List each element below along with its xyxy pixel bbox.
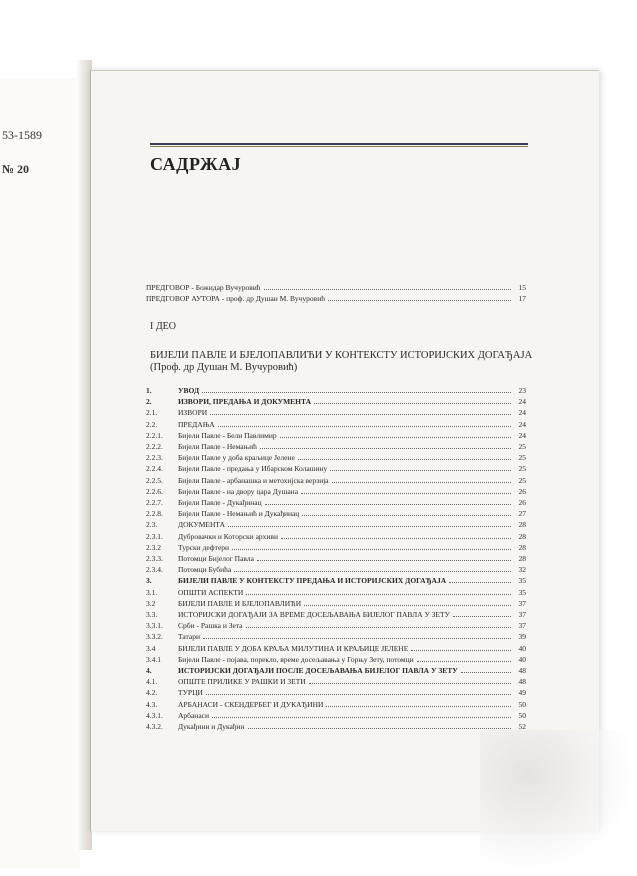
toc-number: 2.2.1. (146, 430, 163, 440)
toc-title: Дукађини и Дукађин (178, 722, 245, 731)
toc-page-number: 28 (518, 554, 526, 563)
toc-leader (218, 426, 511, 427)
toc-leader (203, 638, 511, 639)
toc-leader (202, 392, 511, 393)
toc-title: Потомци Бијелог Павла (178, 554, 254, 563)
toc-leader (234, 571, 511, 572)
toc-leader (453, 616, 511, 617)
toc-page-number: 32 (518, 565, 526, 575)
toc-page-number: 24 (518, 397, 526, 407)
toc-leader (449, 582, 511, 583)
toc-leader (260, 448, 511, 449)
toc-title: ИСТОРИЈСКИ ДОГАЂАЈИ ПОСЛЕ ДОСЕЉАВАЊА БИЈЕЛОГ ПАВЛА У ЗЕТУ (178, 666, 458, 675)
left-page (0, 78, 80, 868)
toc-number: 3.3.2. (146, 632, 163, 642)
toc-leader (248, 728, 511, 729)
toc-leader (417, 661, 511, 662)
preface-row (146, 282, 526, 292)
toc-page-number: 25 (518, 464, 526, 474)
toc-page-number: 37 (518, 610, 526, 619)
toc-title: Дубровачки и Которски архиви (178, 531, 278, 541)
toc-leader (298, 459, 511, 460)
left-page-number: № 20 (2, 162, 30, 176)
preface-row (146, 293, 526, 303)
toc-title: Бијели Павле - предања у Ибарском Колашину (178, 464, 328, 474)
toc-row (146, 609, 526, 619)
toc-leader (411, 650, 511, 651)
toc-row (146, 687, 526, 697)
toc-page-number: 40 (518, 643, 526, 653)
toc-row (146, 531, 526, 541)
toc-number: 2.3.3. (146, 554, 163, 563)
left-page-years: 53-1589 (2, 128, 42, 142)
toc-title: БИЈЕЛИ ПАВЛЕ И БЈЕЛОПАВЛИЋИ (178, 598, 302, 608)
toc-leader (257, 560, 511, 561)
toc-title: ИСТОРИЈСКИ ДОГАЂАЈИ ЗА ВРЕМЕ ДОСЕЉАВАЊА БИЈЕЛОГ ПАВЛА У ЗЕТУ (178, 610, 450, 619)
part-heading: БИЈЕЛИ ПАВЛЕ И БЈЕЛОПАВЛИЋИ У КОНТЕКСТУ ИСТОРИЈСКИХ ДОГАЂАЈА (150, 350, 533, 361)
toc-leader (210, 414, 511, 415)
toc-number: 3.4.1 (146, 654, 161, 664)
toc-title: ОПШТИ АСПЕКТИ (178, 587, 244, 597)
toc-number: 3.1. (146, 587, 158, 597)
toc-leader (326, 706, 511, 707)
toc-row (146, 419, 526, 429)
toc-title: УВОД (178, 386, 200, 395)
toc-number: 3.3.1. (146, 621, 163, 631)
toc-leader (328, 300, 511, 301)
toc-row (146, 553, 526, 563)
toc-title: ИЗВОРИ (178, 408, 208, 418)
toc-title: Срби - Рашка и Зета (178, 621, 243, 631)
toc-page-number: 50 (518, 699, 526, 709)
toc-page-number: 27 (518, 509, 526, 519)
toc-row (146, 564, 526, 574)
toc-row (146, 407, 526, 417)
toc-number: 2.2.2. (146, 442, 163, 451)
toc-row (146, 508, 526, 518)
toc-number: 2.2.4. (146, 464, 163, 474)
toc-title: ДОКУМЕНТА (178, 520, 225, 530)
toc-row (146, 430, 526, 440)
toc-row (146, 598, 526, 608)
toc-page-number: 28 (518, 520, 526, 530)
toc-number: 1. (146, 386, 152, 395)
toc-page-number: 25 (518, 453, 526, 463)
toc-number: 2.3.1. (146, 531, 163, 541)
toc-number: 2.3. (146, 520, 158, 530)
toc-leader (280, 437, 511, 438)
toc-leader (212, 717, 511, 718)
toc-leader (330, 470, 511, 471)
toc-page-number: 48 (518, 677, 526, 687)
toc-row (146, 710, 526, 720)
part-label: I ДЕО (150, 321, 176, 332)
toc-row (146, 519, 526, 529)
toc-leader (461, 672, 511, 673)
toc-number: 2.2.6. (146, 486, 163, 496)
toc-title: Бијели Павле - Немањић и Дукађинац (178, 509, 300, 519)
toc-page-number: 24 (518, 430, 526, 440)
toc-row (146, 542, 526, 552)
toc-row (146, 463, 526, 473)
toc-title: ПРЕДГОВОР АУТОРА - проф. др Душан М. Вучуровић (146, 294, 325, 303)
toc-title: Бијели Павле - арбанашка и метохијска верзија (178, 475, 329, 485)
toc-page-number: 17 (518, 294, 526, 303)
toc-page-number: 49 (518, 688, 526, 698)
toc-number: 4.2. (146, 688, 158, 698)
toc-number: 2.1. (146, 408, 158, 418)
toc-page-number: 52 (518, 722, 526, 731)
toc-page-number: 48 (518, 666, 526, 675)
title-rule (150, 143, 528, 145)
toc-leader (309, 683, 511, 684)
toc-title: Бијели Павле - Бели Павлимир (178, 430, 277, 440)
toc-page-number: 50 (518, 710, 526, 720)
toc-title: БИЈЕЛИ ПАВЛЕ У ДОБА КРАЉА МИЛУТИНА И КРАЉИЦЕ ЈЕЛЕНЕ (178, 643, 409, 653)
toc-number: 4. (146, 666, 152, 675)
toc-number: 3.2 (146, 598, 156, 608)
toc-row (146, 475, 526, 485)
toc-title: ПРЕДАЊА (178, 419, 215, 429)
toc-row (146, 396, 526, 406)
toc-page-number: 25 (518, 475, 526, 485)
toc-title: Турски дефтери (178, 542, 230, 552)
title-rule-accent (150, 146, 528, 147)
toc-number: 4.1. (146, 677, 158, 687)
toc-row (146, 575, 526, 585)
toc-title: ОПШТЕ ПРИЛИКЕ У РАШКИ И ЗЕТИ (178, 677, 306, 687)
toc-page-number: 39 (518, 632, 526, 642)
toc-page-number: 26 (518, 486, 526, 496)
toc-number: 3. (146, 576, 152, 586)
toc-page-number: 25 (518, 442, 526, 451)
toc-leader (246, 627, 511, 628)
toc-page-number: 24 (518, 408, 526, 418)
toc-title: Татари (178, 632, 200, 642)
toc-number: 3.4 (146, 643, 156, 653)
toc-number: 4.3.2. (146, 722, 163, 731)
part-author: (Проф. др Душан М. Вучуровић) (150, 362, 298, 373)
toc-page-number: 15 (518, 283, 526, 292)
toc-number: 2.3.4. (146, 565, 163, 575)
toc-leader (281, 538, 511, 539)
toc-page-number: 24 (518, 419, 526, 429)
toc-number: 4.3. (146, 699, 158, 709)
toc-leader (304, 605, 511, 606)
toc-title: Потомци Бубића (178, 565, 232, 575)
toc-title: ТУРЦИ (178, 688, 203, 698)
page-title: САДРЖАЈ (150, 154, 242, 174)
toc-row (146, 676, 526, 686)
toc-row (146, 385, 526, 395)
toc-row (146, 631, 526, 641)
toc-row (146, 452, 526, 462)
toc-leader (228, 526, 511, 527)
toc-number: 4.3.1. (146, 710, 163, 720)
toc-page-number: 37 (518, 598, 526, 608)
toc-leader (301, 493, 511, 494)
toc-row (146, 620, 526, 630)
toc-page-number: 28 (518, 542, 526, 552)
toc-number: 2.2.7. (146, 498, 163, 507)
toc-title: ПРЕДГОВОР - Божидар Вучуровић (146, 283, 261, 292)
toc-row (146, 721, 526, 731)
toc-page-number: 26 (518, 498, 526, 507)
toc-row (146, 486, 526, 496)
toc-leader (232, 549, 511, 550)
toc-title: Бијели Павле - Немањић (178, 442, 257, 451)
toc-number: 2.2. (146, 419, 158, 429)
toc-page-number: 37 (518, 621, 526, 631)
toc-title: ИЗВОРИ, ПРЕДАЊА И ДОКУМЕНТА (178, 397, 312, 407)
toc-title: Бијели Павле - Дукађинац (178, 498, 262, 507)
toc-title: Бијели Павле - на двору цара Душана (178, 486, 299, 496)
toc-title: АРБАНАСИ - СКЕНДЕРБЕГ И ДУКАЂИНИ (178, 699, 324, 709)
toc-number: 2. (146, 397, 152, 407)
toc-leader (314, 403, 511, 404)
toc-number: 2.2.8. (146, 509, 163, 519)
toc-row (146, 587, 526, 597)
toc-row (146, 665, 526, 675)
toc-page-number: 35 (518, 587, 526, 597)
toc-leader (332, 482, 511, 483)
toc-leader (246, 594, 511, 595)
toc-leader (264, 289, 511, 290)
toc-number: 2.2.3. (146, 453, 163, 463)
toc-number: 2.3.2 (146, 542, 161, 552)
toc-number: 2.2.5. (146, 475, 163, 485)
shadow (480, 730, 637, 876)
toc-row (146, 643, 526, 653)
toc-title: Бијели Павле у доба краљице Јелене (178, 453, 295, 463)
toc-page-number: 40 (518, 654, 526, 664)
toc-row (146, 441, 526, 451)
toc-row (146, 654, 526, 664)
toc-title: Арбанаси (178, 710, 209, 720)
toc-title: БИЈЕЛИ ПАВЛЕ У КОНТЕКСТУ ПРЕДАЊА И ИСТОРИЈСКИХ ДОГАЂАЈА (178, 576, 447, 586)
toc-page-number: 23 (518, 386, 526, 395)
toc-number: 3.3. (146, 610, 158, 619)
toc-page-number: 35 (518, 576, 526, 586)
toc-leader (265, 504, 511, 505)
toc-row (146, 699, 526, 709)
toc-page-number: 28 (518, 531, 526, 541)
toc-title: Бијели Павле - појава, порекло, време досељавања у Горњу Зету, потомци (178, 654, 414, 664)
toc-leader (206, 694, 511, 695)
toc-leader (302, 515, 511, 516)
toc-row (146, 497, 526, 507)
